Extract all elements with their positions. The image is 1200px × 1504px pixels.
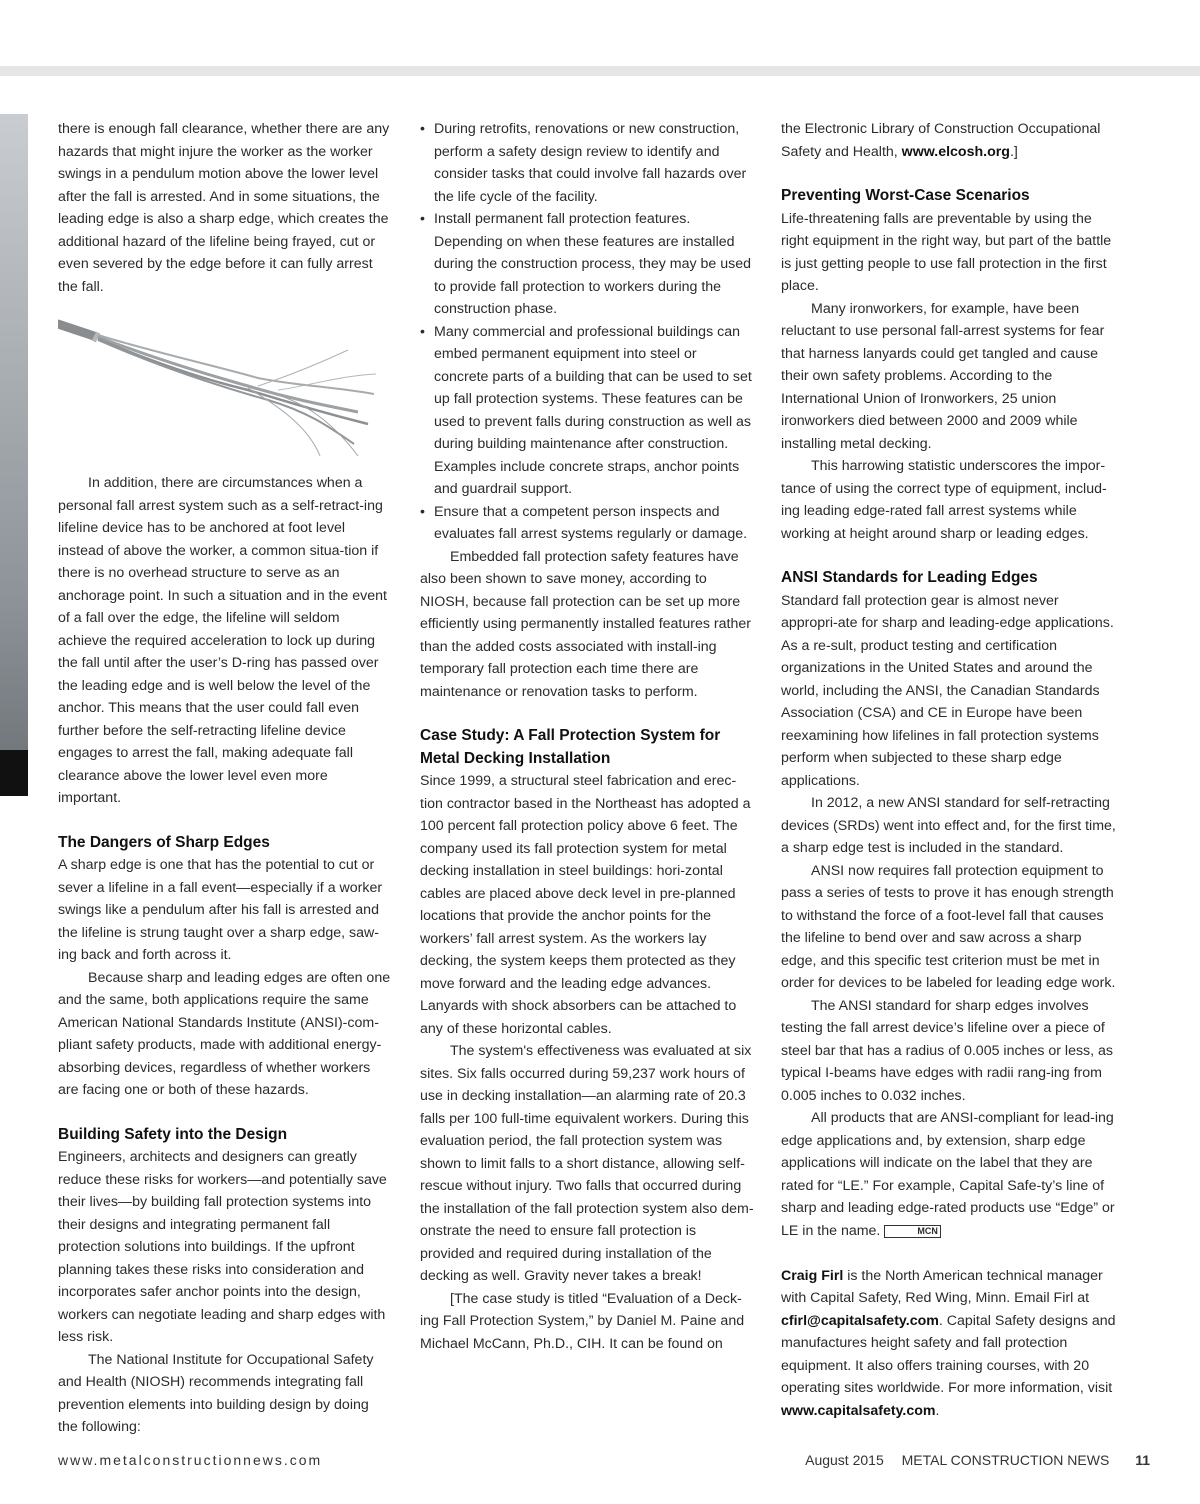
text: All products that are ANSI-compliant for lead-ing edge applications and, by extension, sharp edge applications will indicate on the label that they are rated for “LE.” For example, Capital Safe-ty’s line of sharp and leading edge-rated products use “Edge” or LE in the name. xyxy=(781,1110,1115,1239)
paragraph: Many ironworkers, for example, have been reluctant to use personal fall-arrest systems for fear that harness lanyards could get tangled and cause their own safety problems. According to the International Union of Ironworkers, 25 union ironworkers died between 2000 and 2009 while installing metal decking. xyxy=(781,300,1105,452)
paragraph: Because sharp and leading edges are often one and the same, both applications require the same American National Standards Institute (ANSI)-com-pliant safety products, made with additional energy-absorbing devices, regardless of whether workers are facing one or both of these hazards. xyxy=(58,969,391,1098)
paragraph: Life-threatening falls are preventable by using the right equipment in the right way, but part of the battle is just getting people to use fall protection in the first place. xyxy=(781,210,1112,294)
niosh-recommendations-list xyxy=(420,118,754,546)
side-photo-dark xyxy=(0,750,28,796)
author-name: Craig Firl xyxy=(781,1267,844,1284)
column-2 xyxy=(420,118,754,1355)
heading-ansi-standards: ANSI Standards for Leading Edges xyxy=(781,569,1038,586)
footer-date: August 2015 xyxy=(805,1452,884,1468)
top-bar xyxy=(0,66,1200,76)
heading-case-study: Case Study: A Fall Protection System for Metal Decking Installation xyxy=(420,727,721,767)
page-number: 11 xyxy=(1135,1452,1150,1468)
text: .] xyxy=(1009,143,1018,160)
text: is the North American technical manager with Capital Safety, Red Wing, Minn. Email Firl at xyxy=(781,1267,1103,1306)
paragraph: In addition, there are circumstances when a personal fall arrest system such as a self-retract-ing lifeline device has to be anchored at foot level instead of above the worker, a common situa-tion if there is no overhead structure to serve as an anchorage point. In such a situation and in the event of a fall over the edge, the lifeline will seldom achieve the required acceleration to lock up during the fall until after the user’s D-ring has passed over the leading edge and is well below the level of the anchor. This means that the user could fall even further before the self-retracting lifeline device engages to arrest the fall, making adequate fall clearance above the lower level even more important. xyxy=(58,475,387,806)
paragraph xyxy=(781,118,1116,163)
footer-magazine: METAL CONSTRUCTION NEWS xyxy=(901,1452,1110,1468)
paragraph: Since 1999, a structural steel fabrication and erec-tion contractor based in the Northeast has adopted a 100 percent fall protection policy above 6 feet. The company used its fall protection system for metal decking installation in steel buildings: hori-zontal cables are placed above deck level in pre-planned locations that provide the anchor points for the workers’ fall arrest system. As the workers lay decking, the system keeps them protected as they move forward and the leading edge advances. Lanyards with shock absorbers can be attached to any of these horizontal cables. xyxy=(420,773,751,1037)
paragraph: This harrowing statistic underscores the impor-tance of using the correct type of equipment, includ-ing leading edge-rated fall arrest systems while working at height around sharp or leading edges. xyxy=(781,458,1107,542)
text: . Capital Safety designs and manufactures height safety and fall protection equipment. It also offers training courses, with 20 operating sites worldwide. For more information, visit xyxy=(781,1312,1116,1396)
heading-sharp-edges: The Dangers of Sharp Edges xyxy=(58,833,270,851)
mcn-end-mark-icon: MCN xyxy=(884,1225,941,1238)
paragraph: ANSI now requires fall protection equipment to pass a series of tests to prove it has enough strength to withstand the force of a foot-level fall that causes the lifeline to bend over and saw across a sharp edge, and this specific test criterion must be met in order for devices to be labeled for leading edge work. xyxy=(781,862,1116,991)
list-item: • Ensure that a competent person inspects and evaluates fall arrest systems regularly or damage. xyxy=(420,501,754,546)
list-item: • Many commercial and professional buildings can embed permanent equipment into steel or concrete parts of a building that can be used to set up fall protection systems. These features can be used to prevent falls during construction as well as during building maintenance after construction. Examples include concrete straps, anchor points and guardrail support. xyxy=(420,321,754,501)
text: the Electronic Library of Construction Occupational Safety and Health, xyxy=(781,121,1101,160)
paragraph: Standard fall protection gear is almost never appropri-ate for sharp and leading-edge applications. As a re-sult, product testing and certification organizations in the United States and around the world, including the ANSI, the Canadian Standards Association (CSA) and CE in Europe have been reexamining how lifelines in fall protection systems perform when subjected to these sharp edge applications. xyxy=(781,592,1114,789)
paragraph: The ANSI standard for sharp edges involves testing the fall arrest device’s lifeline over a piece of steel bar that has a radius of 0.005 inches or less, as typical I-beams have edges with radii rang-ing from 0.005 inches to 0.032 inches. xyxy=(781,997,1114,1104)
capitalsafety-link[interactable]: www.capitalsafety.com xyxy=(781,1402,936,1419)
author-bio xyxy=(781,1265,1116,1423)
paragraph: In 2012, a new ANSI standard for self-retracting devices (SRDs) went into effect and, for the first time, a sharp edge test is included in the standard. xyxy=(781,795,1116,856)
paragraph: Embedded fall protection safety features have also been shown to save money, according to NIOSH, because fall protection can be set up more efficiently using permanently installed features rather than the added costs associated with install-ing temporary fall protection each time there are maintenance or renovation tasks to perform. xyxy=(420,548,751,700)
frayed-rope-image xyxy=(58,316,380,466)
paragraph: The National Institute for Occupational Safety and Health (NIOSH) recommends integrating fall prevention elements into building design by doing the following: xyxy=(58,1351,374,1435)
heading-worst-case: Preventing Worst-Case Scenarios xyxy=(781,187,1030,204)
paragraph: Engineers, architects and designers can greatly reduce these risks for workers—and potentially save their lives—by building fall protection systems into their designs and integrating permanent fall protection solutions into buildings. If the upfront planning takes these risks into consideration and incorporates safer anchor points into the design, workers can negotiate leading and sharp edges with less risk. xyxy=(58,1149,387,1345)
elcosh-link[interactable]: www.elcosh.org xyxy=(901,143,1010,160)
paragraph: there is enough fall clearance, whether there are any hazards that might injure the worker as the worker swings in a pendulum motion above the lower level after the fall is arrested. And in some situations, the leading edge is also a sharp edge, which creates the additional hazard of the lifeline being frayed, cut or even severed by the edge before it can fully arrest the fall. xyxy=(58,121,390,295)
footer-url[interactable]: www.metalconstructionnews.com xyxy=(58,1452,323,1468)
footer-info xyxy=(791,1452,1150,1468)
list-item: • During retrofits, renovations or new construction, perform a safety design review to identify and consider tasks that could involve fall hazards over the life cycle of the facility. xyxy=(420,118,754,208)
author-email-link[interactable]: cfirl@capitalsafety.com xyxy=(781,1312,939,1329)
paragraph: The system's effectiveness was evaluated at six sites. Six falls occurred during 59,237 work hours of use in decking installation—an alarming rate of 20.3 falls per 100 full-time equivalent workers. During this evaluation period, the fall protection system was shown to limit falls to a short distance, allowing self-rescue without injury. Two falls that occurred during the installation of the fall protection system also dem-onstrate the need to ensure fall protection is provided and required during installation of the decking as well. Gravity never takes a break! xyxy=(420,1043,754,1284)
list-item: • Install permanent fall protection features. Depending on when these features are installed during the construction process, they may be used to provide fall protection to workers during the construction phase. xyxy=(420,208,754,321)
paragraph: A sharp edge is one that has the potential to cut or sever a lifeline in a fall event—especially if a worker swings like a pendulum after his fall is arrested and the lifeline is strung taught over a sharp edge, saw-ing back and forth across it. xyxy=(58,857,383,963)
column-3 xyxy=(781,118,1116,1422)
text: . xyxy=(935,1402,940,1419)
side-photo-strip xyxy=(0,114,28,796)
paragraph: [The case study is titled “Evaluation of a Deck-ing Fall Protection System,” by Daniel M. Paine and Michael McCann, Ph.D., CIH. It can be found on xyxy=(420,1290,745,1352)
heading-safety-design: Building Safety into the Design xyxy=(58,1125,288,1143)
paragraph xyxy=(781,1107,1116,1242)
column-1 xyxy=(58,118,392,1439)
